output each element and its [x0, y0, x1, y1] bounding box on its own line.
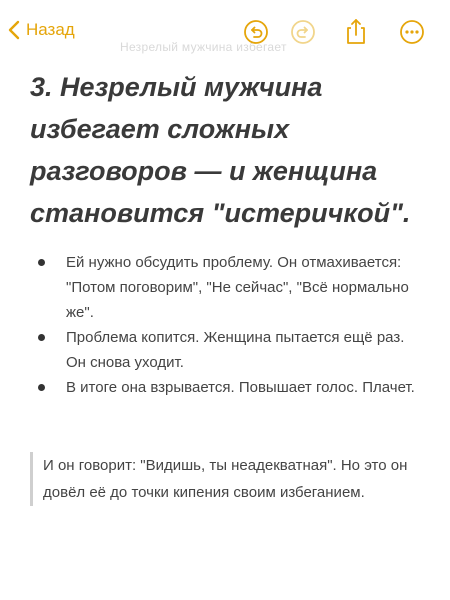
undo-icon: [243, 19, 269, 45]
share-button[interactable]: [342, 18, 370, 46]
redo-icon: [290, 19, 316, 45]
list-item-text: Ей нужно обсудить проблему. Он отмахивается: "Потом поговорим", "Не сейчас", "Всё нормально же".: [66, 254, 409, 321]
redo-button[interactable]: [289, 18, 317, 46]
note-heading: 3. Незрелый мужчина избегает сложных разговоров — и женщина становится "истеричкой".: [30, 72, 411, 228]
list-item-text: Проблема копится. Женщина пытается ещё раз. Он снова уходит.: [66, 329, 405, 371]
more-button[interactable]: [398, 18, 426, 46]
list-item: [30, 375, 420, 400]
back-label: Назад: [26, 20, 75, 39]
chevron-left-icon: [8, 20, 20, 40]
undo-button[interactable]: [242, 18, 270, 46]
list-item: [30, 325, 420, 375]
list-item-text: В итоге она взрывается. Повышает голос. Плачет.: [66, 379, 415, 396]
list-item: [30, 250, 420, 325]
bullet-dot-icon: [38, 259, 45, 266]
toolbar: [0, 0, 450, 60]
bullet-list: [30, 250, 420, 400]
bullet-dot-icon: [38, 384, 45, 391]
more-icon: [399, 19, 425, 45]
bullet-dot-icon: [38, 334, 45, 341]
block-quote: И он говорит: "Видишь, ты неадекватная". Но это он довёл её до точки кипения своим избеганием.: [30, 452, 433, 506]
note-title-faded: Незрелый мужчина избегает: [120, 40, 287, 54]
share-icon: [344, 18, 368, 46]
back-button[interactable]: [8, 20, 75, 40]
